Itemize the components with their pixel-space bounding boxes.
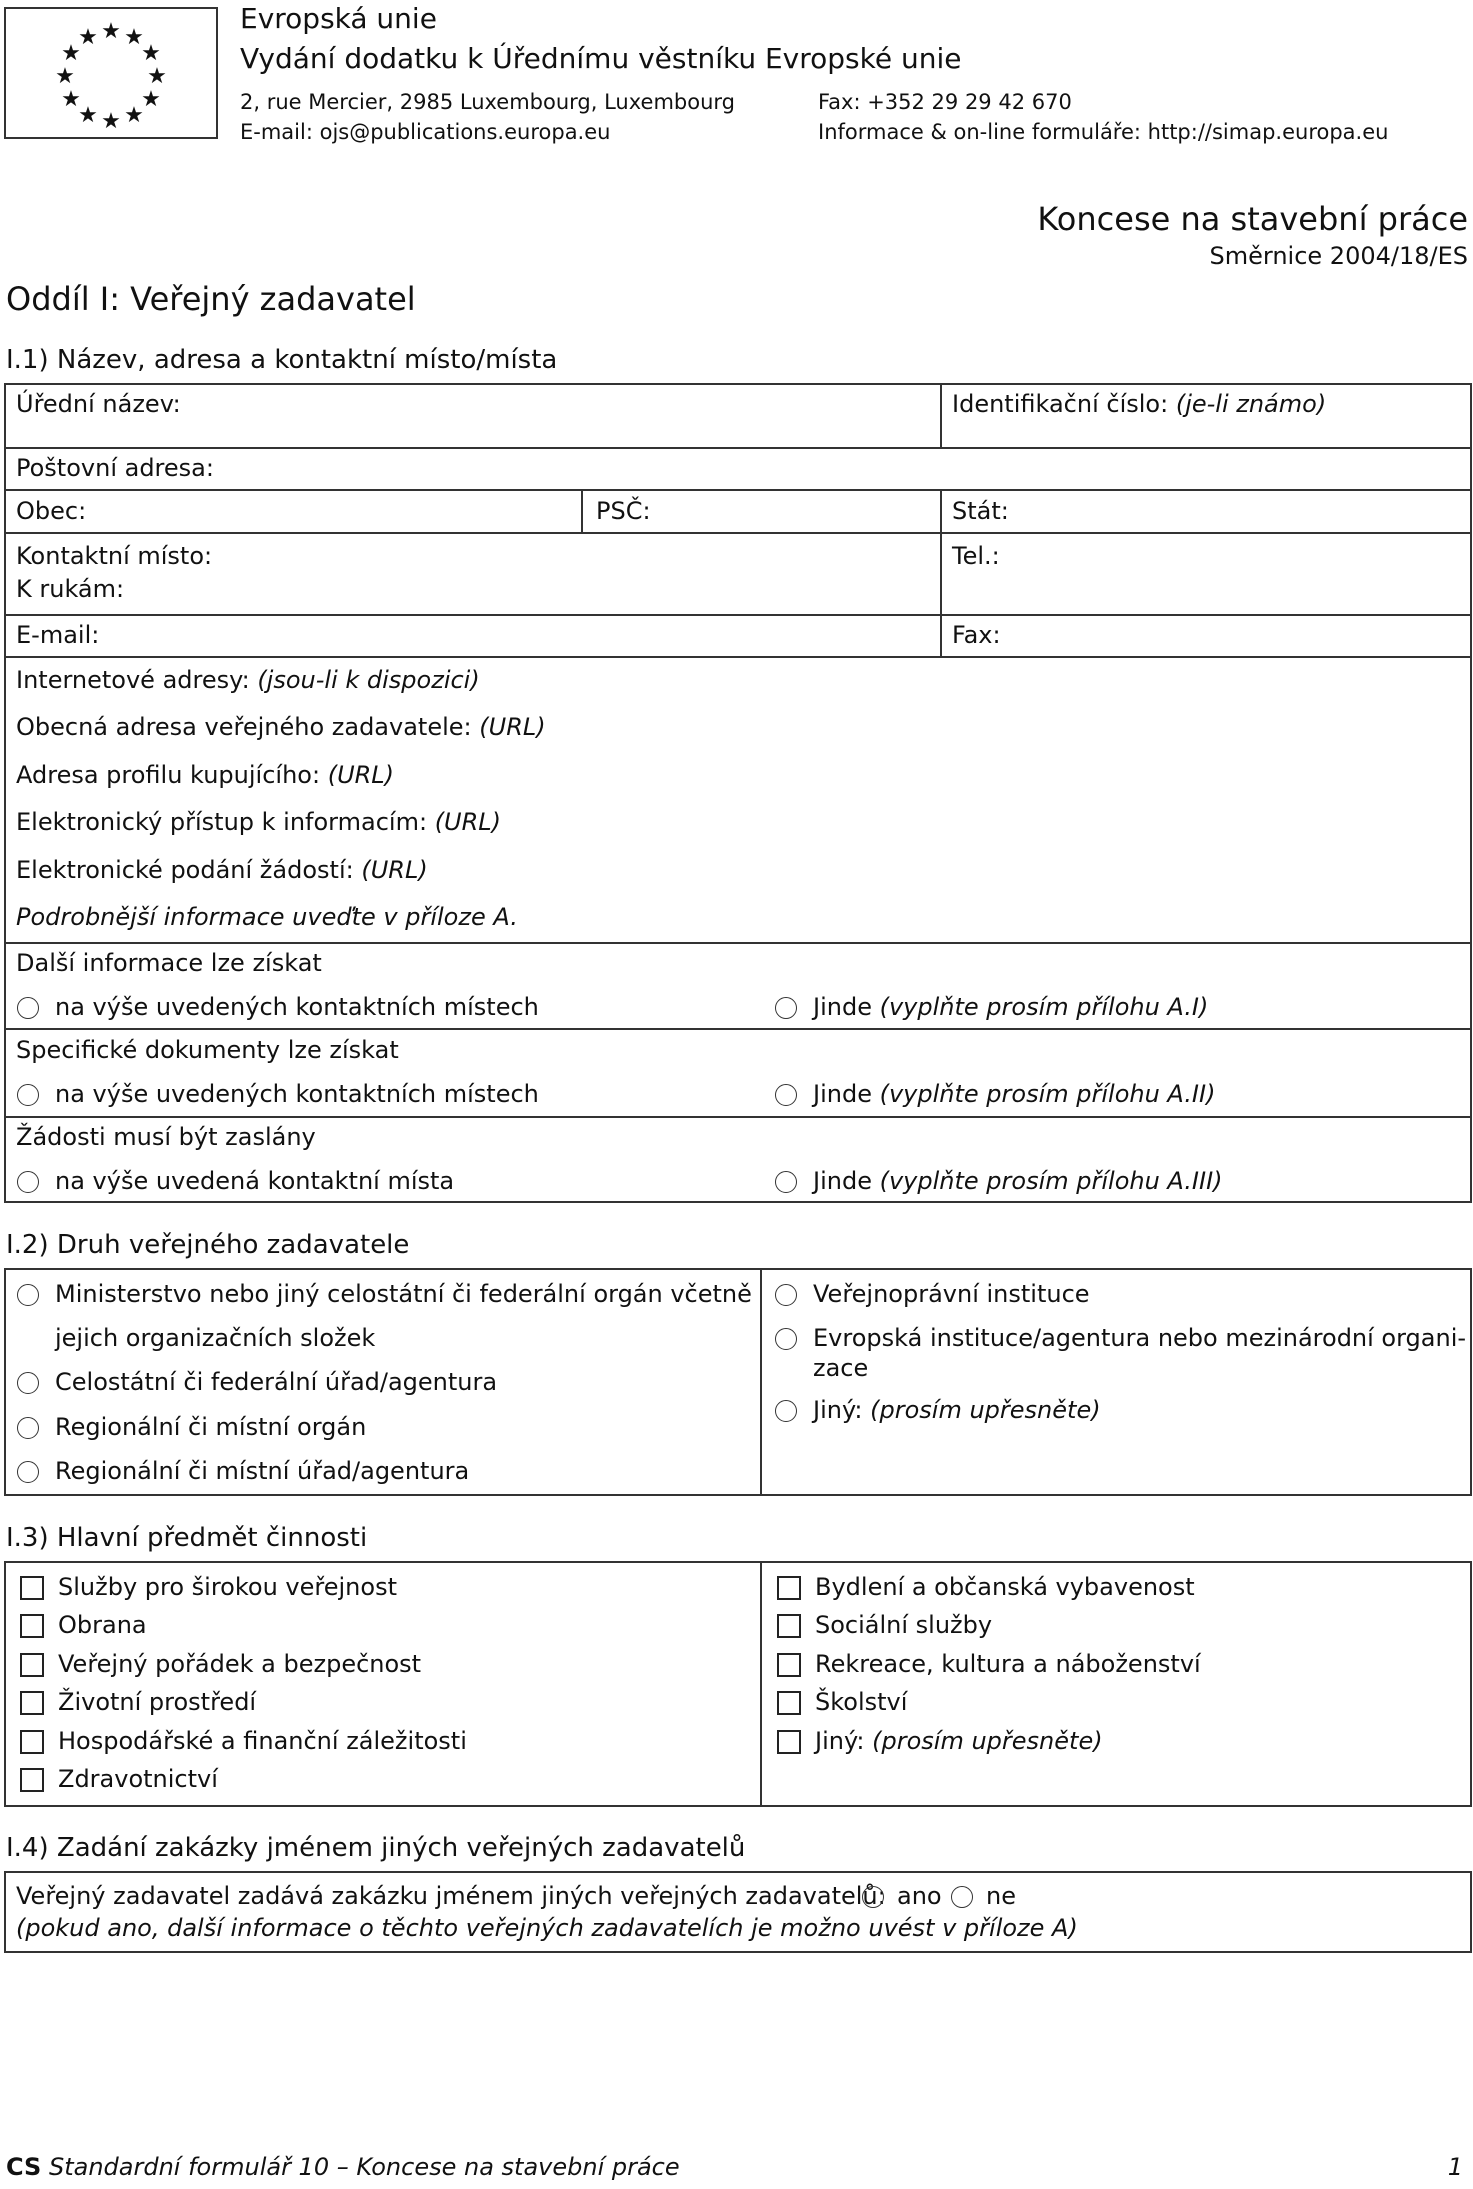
svg-text:★: ★ (101, 109, 121, 134)
activity-label: Veřejný pořádek a bezpečnost (58, 1650, 422, 1678)
town-label: Obec: (16, 497, 87, 525)
activity-checkbox-environment[interactable] (20, 1691, 44, 1715)
fax-label: Fax: (952, 621, 1001, 649)
docs-above-radio[interactable] (17, 1084, 39, 1106)
activity-checkbox-economic[interactable] (20, 1730, 44, 1754)
activity-label: Bydlení a občanská vybavenost (815, 1573, 1195, 1601)
svg-text:★: ★ (141, 41, 161, 66)
header-org: Evropská unie (240, 2, 437, 35)
regional-agency-label: Regionální či místní úřad/agentura (55, 1457, 470, 1485)
behalf-question: Veřejný zadavatel zadává zakázku jménem jiných veřejných zadavatelů: (16, 1882, 886, 1910)
general-address-label: Obecná adresa veřejného zadavatele: (URL) (16, 713, 546, 741)
svg-text:★: ★ (55, 64, 75, 89)
s14-heading: I.4) Zadání zakázky jménem jiných veřejných zadavatelů (6, 1833, 746, 1863)
buyer-profile-label: Adresa profilu kupujícího: (URL) (16, 761, 395, 789)
header-fax: Fax: +352 29 29 42 670 (818, 90, 1072, 114)
activity-checkbox-defence[interactable] (20, 1614, 44, 1638)
svg-text:★: ★ (61, 87, 81, 112)
contact-label: Kontaktní místo: (16, 542, 213, 570)
further-info-above-label: na výše uvedených kontaktních místech (55, 993, 539, 1021)
document-title: Koncese na stavební práce (1037, 200, 1468, 238)
internet-label: Internetové adresy: (jsou-li k dispozici) (16, 666, 480, 694)
docs-above-label: na výše uvedených kontaktních místech (55, 1080, 539, 1108)
activity-label: Zdravotnictví (58, 1765, 218, 1793)
national-agency-label: Celostátní či federální úřad/agentura (55, 1368, 498, 1396)
footer: CS Standardní formulář 10 – Koncese na stavební práce (6, 2153, 680, 2181)
svg-text:★: ★ (78, 103, 98, 128)
activity-label: Obrana (58, 1611, 147, 1639)
postcode-label: PSČ: (596, 497, 651, 525)
activity-label: Životní prostředí (58, 1688, 257, 1716)
section-title: Oddíl I: Veřejný zadavatel (6, 280, 416, 318)
activity-checkbox-public-services[interactable] (20, 1576, 44, 1600)
further-info-label: Další informace lze získat (16, 949, 322, 977)
activity-checkbox-other[interactable] (777, 1730, 801, 1754)
other-authority-radio[interactable] (775, 1400, 797, 1422)
electronic-submission-label: Elektronické podání žádostí: (URL) (16, 856, 428, 884)
activity-label: Rekreace, kultura a náboženství (815, 1650, 1201, 1678)
behalf-yes-radio[interactable] (862, 1886, 884, 1908)
eu-institution-radio[interactable] (775, 1328, 797, 1350)
svg-text:★: ★ (101, 19, 121, 44)
svg-text:★: ★ (61, 41, 81, 66)
further-info-above-radio[interactable] (17, 997, 39, 1019)
activity-checkbox-education[interactable] (777, 1691, 801, 1715)
header-email: E-mail: ojs@publications.europa.eu (240, 120, 611, 144)
header-address: 2, rue Mercier, 2985 Luxembourg, Luxembourg (240, 90, 735, 114)
activity-checkbox-public-order[interactable] (20, 1653, 44, 1677)
docs-label: Specifické dokumenty lze získat (16, 1036, 399, 1064)
s11-heading: I.1) Název, adresa a kontaktní místo/místa (6, 345, 558, 375)
activity-label: Hospodářské a finanční záležitosti (58, 1727, 467, 1755)
attention-label: K rukám: (16, 575, 125, 603)
requests-above-radio[interactable] (17, 1171, 39, 1193)
public-law-label: Veřejnoprávní instituce (813, 1280, 1090, 1308)
eu-flag-logo (4, 7, 218, 139)
public-law-radio[interactable] (775, 1284, 797, 1306)
postal-label: Poštovní adresa: (16, 454, 214, 482)
eu-institution-label-cont: zace (813, 1354, 869, 1382)
activity-label: Školství (815, 1688, 908, 1716)
activity-label: Sociální služby (815, 1611, 993, 1639)
annex-note: Podrobnější informace uveďte v příloze A. (16, 903, 518, 931)
ministry-label-cont: jejich organizačních složek (55, 1324, 376, 1352)
behalf-yes-label: ano (897, 1882, 942, 1910)
requests-label: Žádosti musí být zaslány (16, 1123, 316, 1151)
activity-checkbox-housing[interactable] (777, 1576, 801, 1600)
official-name-label: Úřední název: (16, 390, 181, 418)
activity-checkbox-recreation[interactable] (777, 1653, 801, 1677)
header-office: Vydání dodatku k Úřednímu věstníku Evropské unie (240, 42, 962, 75)
svg-text:★: ★ (147, 64, 167, 89)
svg-text:★: ★ (78, 25, 98, 50)
behalf-no-label: ne (986, 1882, 1016, 1910)
tel-label: Tel.: (952, 542, 1000, 570)
national-agency-radio[interactable] (17, 1372, 39, 1394)
further-info-elsewhere-label: Jinde (vyplňte prosím přílohu A.I) (813, 993, 1209, 1021)
behalf-note: (pokud ano, další informace o těchto veřejných zadavatelích je možno uvést v příloze A) (16, 1914, 1078, 1942)
page-number: 1 (1447, 2153, 1463, 2181)
directive: Směrnice 2004/18/ES (1209, 242, 1468, 270)
svg-text:★: ★ (141, 87, 161, 112)
activity-label: Služby pro širokou veřejnost (58, 1573, 397, 1601)
behalf-no-radio[interactable] (951, 1886, 973, 1908)
docs-elsewhere-label: Jinde (vyplňte prosím přílohu A.II) (813, 1080, 1216, 1108)
s13-heading: I.3) Hlavní předmět činnosti (6, 1523, 368, 1553)
header-info: Informace & on-line formuláře: http://simap.europa.eu (818, 120, 1389, 144)
eu-institution-label: Evropská instituce/agentura nebo mezinárodní organi- (813, 1324, 1467, 1352)
other-authority-label: Jiný: (prosím upřesněte) (813, 1396, 1101, 1424)
regional-authority-radio[interactable] (17, 1417, 39, 1439)
activity-label-other: Jiný: (prosím upřesněte) (815, 1727, 1103, 1755)
regional-authority-label: Regionální či místní orgán (55, 1413, 367, 1441)
activity-checkbox-social[interactable] (777, 1614, 801, 1638)
email-label: E-mail: (16, 621, 100, 649)
requests-elsewhere-label: Jinde (vyplňte prosím přílohu A.III) (813, 1167, 1223, 1195)
id-label: Identifikační číslo: (je-li známo) (952, 390, 1327, 418)
regional-agency-radio[interactable] (17, 1461, 39, 1483)
ministry-label: Ministerstvo nebo jiný celostátní či federální orgán včetně (55, 1280, 752, 1308)
ministry-radio[interactable] (17, 1284, 39, 1306)
svg-text:★: ★ (124, 103, 144, 128)
s12-heading: I.2) Druh veřejného zadavatele (6, 1230, 410, 1260)
electronic-access-label: Elektronický přístup k informacím: (URL) (16, 808, 502, 836)
svg-text:★: ★ (124, 25, 144, 50)
requests-above-label: na výše uvedená kontaktní místa (55, 1167, 455, 1195)
country-label: Stát: (952, 497, 1009, 525)
further-info-elsewhere-radio[interactable] (775, 997, 797, 1019)
docs-elsewhere-radio[interactable] (775, 1084, 797, 1106)
activity-checkbox-health[interactable] (20, 1768, 44, 1792)
requests-elsewhere-radio[interactable] (775, 1171, 797, 1193)
